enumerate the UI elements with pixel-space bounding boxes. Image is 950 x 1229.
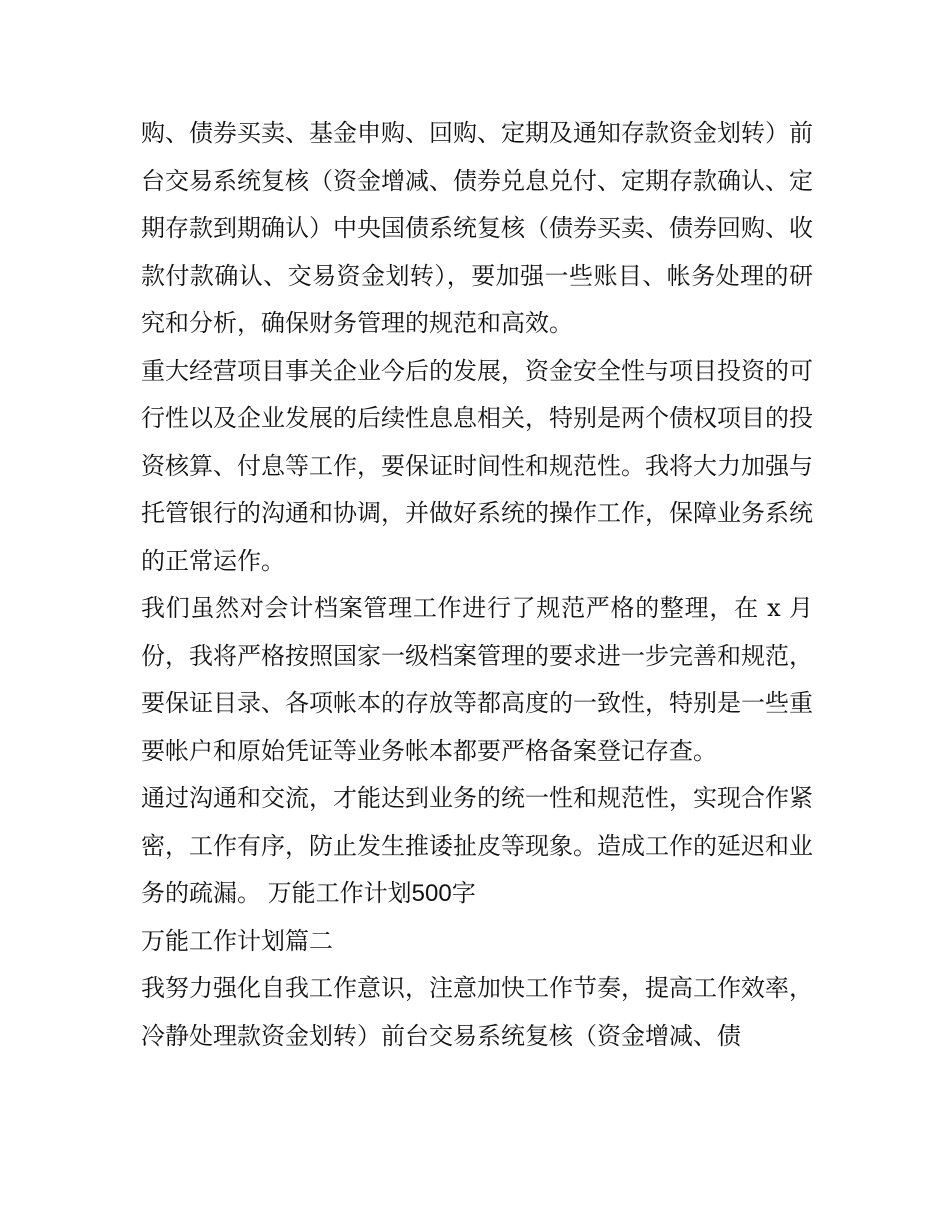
paragraph-1: 购、债券买卖、基金申购、回购、定期及通知存款资金划转）前台交易系统复核（资金增减、债券兑息兑付、定期存款确认、定期存款到期确认）中央国债系统复核（债券买卖、债券回购、收款付款确认、交易资金划转），要加强一些账目、帐务处理的研究和分析，确保财务管理的规范和高效。 [141, 119, 813, 337]
paragraph-4-text: 通过沟通和交流，才能达到业务的统一性和规范性，实现合作紧密，工作有序，防止发生推诿扯皮等现象。造成工作的延迟和业务的疏漏。 [141, 784, 813, 907]
paragraph-2: 重大经营项目事关企业今后的发展，资金安全性与项目投资的可行性以及企业发展的后续性息息相关，特别是两个债权项目的投资核算、付息等工作，要保证时间性和规范性。我将大力加强与托管银行的沟通和协调，并做好系统的操作工作，保障业务系统的正常运作。 [141, 356, 813, 575]
inline-section-title: 万能工作计划500字 [261, 880, 476, 907]
paragraph-6: 我努力强化自我工作意识，注意加快工作节奏，提高工作效率，冷静处理款资金划转）前台交易系统复核（资金增减、债 [141, 974, 813, 1050]
paragraph-3: 我们虽然对会计档案管理工作进行了规范严格的整理，在 x 月份，我将严格按照国家一级档案管理的要求进一步完善和规范，要保证目录、各项帐本的存放等都高度的一致性，特别是一些重要帐户和原始凭证等业务帐本都要严格备案登记存查。 [141, 594, 813, 765]
paragraph-4 [141, 775, 813, 918]
section-heading: 万能工作计划篇二 [141, 926, 333, 955]
document-body [141, 110, 813, 1060]
